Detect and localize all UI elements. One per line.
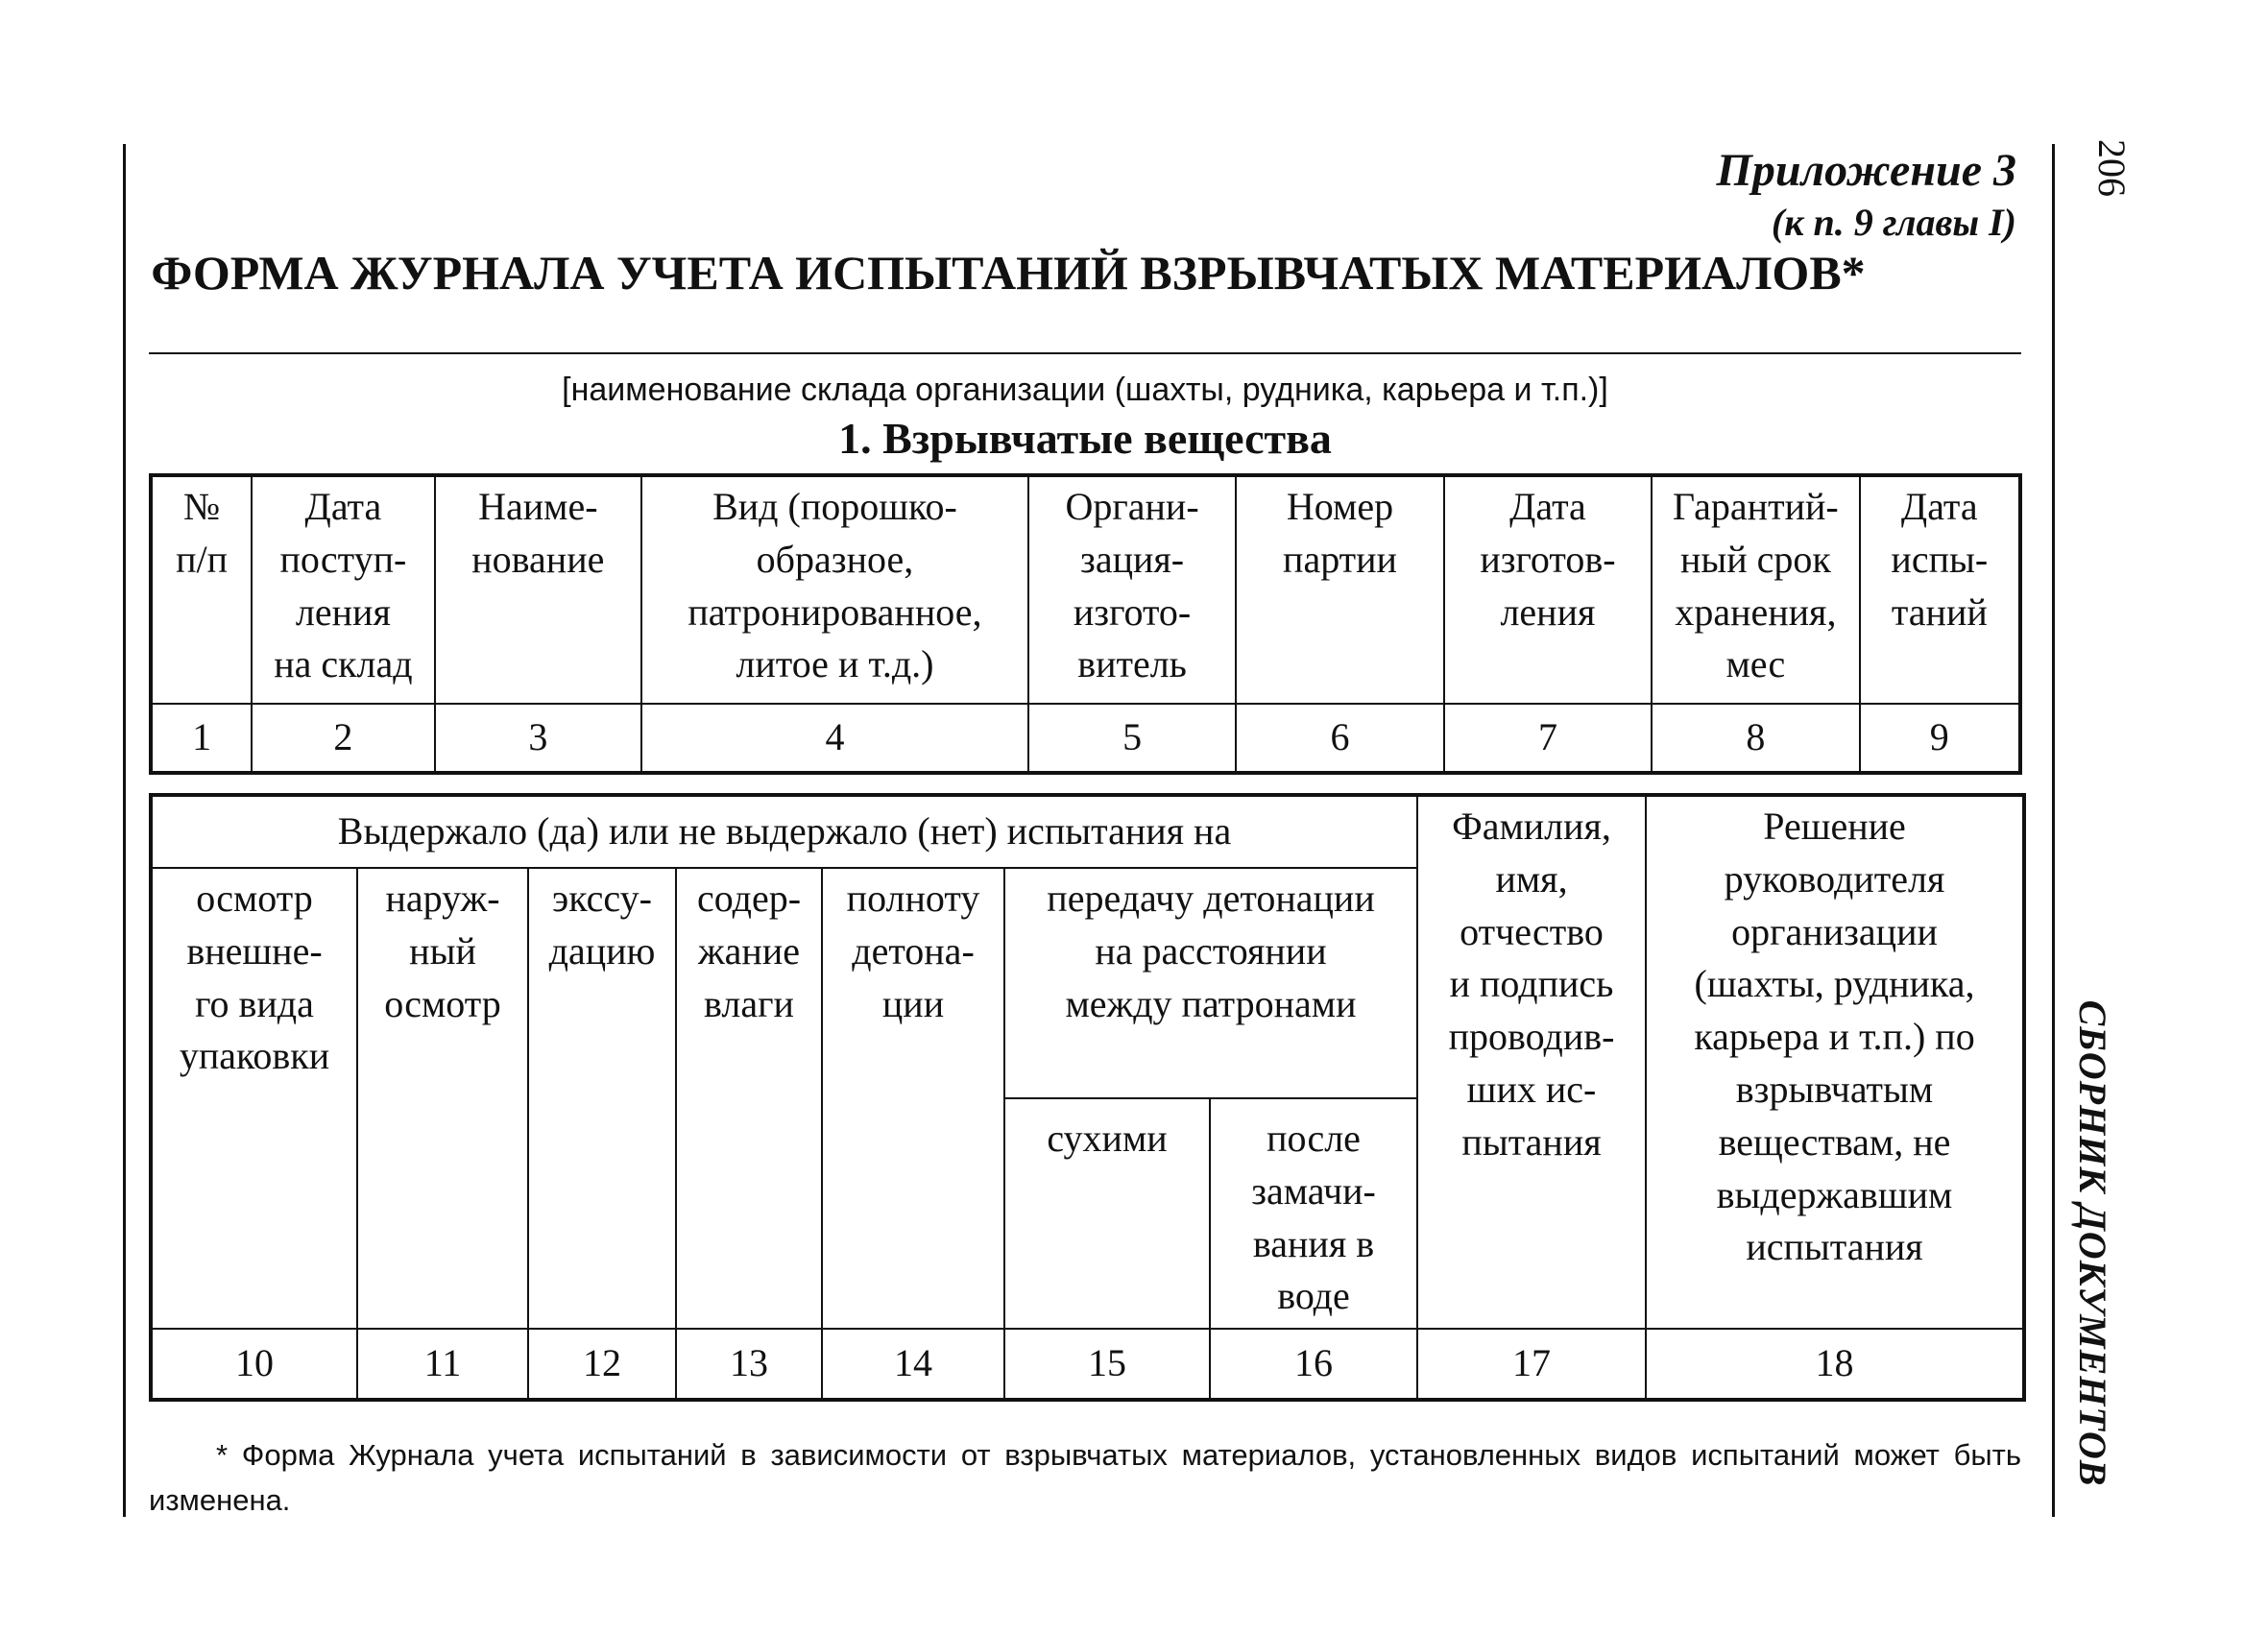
column-number: 14 <box>822 1329 1004 1400</box>
column-number: 9 <box>1860 704 2020 773</box>
header-line: между патронами <box>1065 981 1357 1025</box>
header-line: литое и т.д.) <box>736 642 934 686</box>
header-line: веществам, не <box>1718 1119 1951 1164</box>
header-line: экссу- <box>552 877 652 920</box>
header-line: испытания <box>1746 1225 1923 1269</box>
column-number: 7 <box>1444 704 1652 773</box>
header-line: Наиме- <box>478 485 598 528</box>
header-line: Гарантий- <box>1673 485 1839 528</box>
header-line: внешне- <box>186 928 323 973</box>
explosives-table <box>149 473 2022 775</box>
header-line: отчество <box>1460 909 1604 953</box>
column-number: 6 <box>1236 704 1443 773</box>
header-line: карьера и т.п.) по <box>1694 1015 1975 1059</box>
table2-group-row <box>151 795 2024 868</box>
page-number: 206 <box>2090 139 2135 197</box>
header-line: после <box>1267 1117 1361 1160</box>
header-line: полноту <box>846 877 980 920</box>
fill-in-caption: [наименование склада организации (шахты, рудника, карьера и т.п.)] <box>562 372 1608 408</box>
subheader-cell <box>357 868 528 1329</box>
header-line: го вида <box>195 981 314 1025</box>
header-cell <box>641 475 1028 704</box>
header-line: замачи- <box>1251 1168 1376 1213</box>
group-header-cell: Выдержало (да) или не выдержало (нет) испытания на <box>151 795 1417 868</box>
appendix-reference: (к п. 9 главы I) <box>1771 201 2016 244</box>
header-line: Вид (порошко- <box>712 485 957 528</box>
header-line: Дата <box>1509 485 1586 528</box>
header-line: ления <box>1500 589 1596 634</box>
page-title: ФОРМА ЖУРНАЛА УЧЕТА ИСПЫТАНИЙ ВЗРЫВЧАТЫХ МАТЕРИАЛОВ* <box>151 246 1866 300</box>
subheader-cell <box>1004 868 1417 1098</box>
detonation-subheader-cell <box>1210 1098 1417 1329</box>
header-line: испы- <box>1891 537 1989 581</box>
column-number: 18 <box>1646 1329 2024 1400</box>
header-cell <box>1028 475 1236 704</box>
subheader-cell <box>822 868 1004 1329</box>
table2-number-row <box>151 1329 2024 1400</box>
header-line: Номер <box>1286 485 1394 528</box>
header-line: ших ис- <box>1466 1067 1597 1111</box>
tester-header-cell <box>1417 795 1646 1329</box>
decision-header-cell <box>1646 795 2024 1329</box>
header-line: выдержавшим <box>1716 1172 1953 1216</box>
header-line: партии <box>1283 537 1397 581</box>
header-line: осмотр <box>384 981 501 1025</box>
header-line: № <box>183 485 221 528</box>
header-line: наруж- <box>385 877 500 920</box>
section-title: 1. Взрывчатые вещества <box>838 414 1332 463</box>
column-number: 1 <box>151 704 252 773</box>
header-cell <box>252 475 434 704</box>
header-line: на склад <box>274 642 413 686</box>
header-line: зация- <box>1080 537 1185 581</box>
header-cell <box>1236 475 1443 704</box>
header-line: Фамилия, <box>1452 805 1611 848</box>
header-line: передачу детонации <box>1047 877 1375 920</box>
header-line: содер- <box>696 877 802 920</box>
column-number: 5 <box>1028 704 1236 773</box>
header-line: Дата <box>1900 485 1978 528</box>
column-number: 8 <box>1652 704 1859 773</box>
column-number: 16 <box>1210 1329 1417 1400</box>
header-line: патронированное, <box>688 589 982 634</box>
subheader-cell <box>676 868 822 1329</box>
header-line: ции <box>881 981 945 1025</box>
header-line: вания в <box>1252 1221 1375 1265</box>
column-number: 10 <box>151 1329 357 1400</box>
running-head: СБОРНИК ДОКУМЕНТОВ <box>2071 999 2115 1487</box>
header-line: мес <box>1725 642 1786 686</box>
subheader-cell <box>528 868 676 1329</box>
header-line: ный <box>409 928 476 973</box>
header-line: имя, <box>1495 856 1568 901</box>
header-line: пытания <box>1461 1119 1602 1164</box>
header-line: и подпись <box>1449 962 1614 1006</box>
header-line: проводив- <box>1448 1015 1615 1059</box>
column-number: 17 <box>1417 1329 1646 1400</box>
header-line: ный срок <box>1679 537 1831 581</box>
header-line: осмотр <box>196 877 313 920</box>
header-line: влаги <box>704 981 794 1025</box>
table1-header-row <box>151 475 2020 704</box>
column-number: 13 <box>676 1329 822 1400</box>
header-cell <box>1652 475 1859 704</box>
table1-number-row <box>151 704 2020 773</box>
right-margin-rule <box>2052 144 2055 1517</box>
column-number: 15 <box>1004 1329 1210 1400</box>
header-line: ления <box>295 589 391 634</box>
detonation-subheader-cell <box>1004 1098 1210 1329</box>
test-results-table <box>149 793 2026 1402</box>
subheader-cell <box>151 868 357 1329</box>
header-line: витель <box>1077 642 1187 686</box>
header-line: Органи- <box>1065 485 1199 528</box>
header-line: воде <box>1277 1274 1350 1318</box>
header-line: организации <box>1731 909 1938 953</box>
column-number: 11 <box>357 1329 528 1400</box>
column-number: 12 <box>528 1329 676 1400</box>
header-line: п/п <box>176 537 229 581</box>
column-number: 3 <box>435 704 641 773</box>
header-line: взрывчатым <box>1735 1067 1934 1111</box>
header-line: (шахты, рудника, <box>1694 962 1975 1006</box>
header-line: изготов- <box>1480 537 1616 581</box>
header-cell <box>151 475 252 704</box>
column-number: 2 <box>252 704 434 773</box>
header-line: жание <box>698 928 800 973</box>
header-line: дацию <box>548 928 656 973</box>
header-line: Дата <box>304 485 382 528</box>
fill-in-line <box>149 352 2021 354</box>
header-cell <box>435 475 641 704</box>
header-line: нование <box>471 537 605 581</box>
left-margin-rule <box>123 144 126 1517</box>
header-line: руководителя <box>1724 856 1945 901</box>
header-line: упаковки <box>179 1034 330 1078</box>
header-line: таний <box>1891 589 1988 634</box>
header-line: изгото- <box>1073 589 1192 634</box>
column-number: 4 <box>641 704 1028 773</box>
header-cell <box>1860 475 2020 704</box>
header-line: поступ- <box>279 537 407 581</box>
header-line: на расстоянии <box>1095 928 1327 973</box>
appendix-label: Приложение 3 <box>1716 145 2016 196</box>
header-cell <box>1444 475 1652 704</box>
header-line: образное, <box>756 537 914 581</box>
header-line: сухими <box>1047 1117 1168 1160</box>
header-line: хранения, <box>1675 589 1837 634</box>
header-line: детона- <box>852 928 975 973</box>
header-line: Решение <box>1763 805 1906 848</box>
footnote: * Форма Журнала учета испытаний в зависимости от взрывчатых материалов, установленных видов испытаний может быть изменена. <box>149 1438 2021 1517</box>
